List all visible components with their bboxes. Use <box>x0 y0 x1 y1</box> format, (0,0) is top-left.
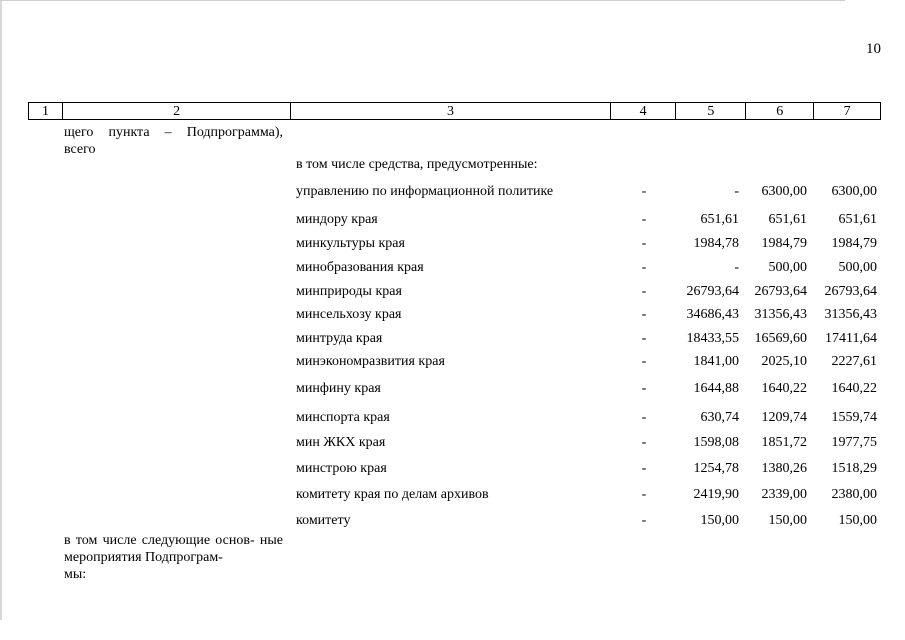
row-label: комитету <box>296 513 351 528</box>
table-row <box>0 513 905 533</box>
cell-col-7: 2227,61 <box>831 354 877 369</box>
cell-col-5: 1984,78 <box>693 236 739 251</box>
cell-col-7: 651,61 <box>838 212 877 227</box>
header-cell-6: 6 <box>746 103 814 119</box>
cell-col-4: - <box>641 410 647 425</box>
table-row <box>0 487 905 507</box>
cell-col-6: 16569,60 <box>754 331 807 346</box>
row-label: мин ЖКХ края <box>296 435 386 450</box>
row-label: миндору края <box>296 212 378 227</box>
scan-edge-top <box>0 0 845 1</box>
header-cell-2: 2 <box>63 103 291 119</box>
main-activities-line-3: мы: <box>64 567 87 582</box>
row-label: минэкономразвития края <box>296 354 445 369</box>
cell-col-7: 6300,00 <box>831 184 877 199</box>
cell-col-7: 26793,64 <box>824 284 877 299</box>
table-row <box>0 260 905 280</box>
cell-col-6: 500,00 <box>768 260 807 275</box>
cell-col-7: 1559,74 <box>831 410 877 425</box>
table-row <box>0 184 905 204</box>
cell-col-4: - <box>641 236 647 251</box>
cell-col-6: 1984,79 <box>761 236 807 251</box>
row-label: минобразования края <box>296 260 424 275</box>
cell-col-4: - <box>641 331 647 346</box>
row-label: минспорта края <box>296 410 390 425</box>
cell-col-6: 150,00 <box>768 513 807 528</box>
cell-col-5: 1644,88 <box>693 381 739 396</box>
table-header-row <box>28 102 881 120</box>
cell-col-7: 1640,22 <box>831 381 877 396</box>
cell-col-5: - <box>734 260 739 275</box>
cell-col-7: 1518,29 <box>831 461 877 476</box>
cell-col-6: 1640,22 <box>761 381 807 396</box>
table-row <box>0 435 905 455</box>
row-label: минтруда края <box>296 331 383 346</box>
cell-col-4: - <box>641 381 647 396</box>
cell-col-4: - <box>641 284 647 299</box>
cell-col-6: 2339,00 <box>761 487 807 502</box>
cell-col-4: - <box>641 260 647 275</box>
cell-col-4: - <box>641 513 647 528</box>
row-label: минфину края <box>296 381 381 396</box>
cell-col-5: 630,74 <box>700 410 739 425</box>
row-label: минприроды края <box>296 284 402 299</box>
cell-col-5: 34686,43 <box>686 307 739 322</box>
cell-col-4: - <box>641 307 647 322</box>
header-cell-3: 3 <box>291 103 610 119</box>
table-row <box>0 212 905 232</box>
cell-col-5: 1598,08 <box>693 435 739 450</box>
cell-col-5: 26793,64 <box>686 284 739 299</box>
header-cell-7: 7 <box>843 104 851 119</box>
cell-col-5: 1841,00 <box>693 354 739 369</box>
cell-col-6: 651,61 <box>768 212 807 227</box>
cell-col-4: - <box>641 487 647 502</box>
main-activities-label <box>64 532 283 583</box>
row-label: минсельхозу края <box>296 307 402 322</box>
cell-col-7: 1977,75 <box>831 435 877 450</box>
cell-col-6: 1380,26 <box>761 461 807 476</box>
including-funds-label: в том числе средства, предусмотренные: <box>296 157 538 172</box>
cell-col-5: 2419,90 <box>693 487 739 502</box>
table-row <box>0 331 905 351</box>
table-row <box>0 354 905 374</box>
cell-col-5: 651,61 <box>700 212 739 227</box>
header-cell-5: 5 <box>676 103 746 119</box>
cell-col-6: 1209,74 <box>761 410 807 425</box>
cell-col-7: 17411,64 <box>825 331 877 346</box>
cell-col-7: 500,00 <box>838 260 877 275</box>
cell-col-4: - <box>641 212 647 227</box>
cell-col-5: - <box>734 184 739 199</box>
table-row <box>0 284 905 304</box>
table-row <box>0 410 905 430</box>
row-label: минстрою края <box>296 461 387 476</box>
cell-col-5: 18433,55 <box>686 331 739 346</box>
table-row <box>0 236 905 256</box>
cell-col-7: 31356,43 <box>824 307 877 322</box>
row-label: комитету края по делам архивов <box>296 487 489 502</box>
cell-col-5: 1254,78 <box>693 461 739 476</box>
cell-col-6: 2025,10 <box>761 354 807 369</box>
cell-col-6: 1851,72 <box>761 435 807 450</box>
row-label: минкультуры края <box>296 236 405 251</box>
row-label: управлению по информационной политике <box>296 184 554 199</box>
main-activities-line-1: в том числе следующие основ- <box>64 533 255 548</box>
cell-col-7: 2380,00 <box>831 487 877 502</box>
table-row <box>0 381 905 401</box>
cell-col-6: 6300,00 <box>761 184 807 199</box>
cell-col-4: - <box>641 461 647 476</box>
cell-col-4: - <box>641 354 647 369</box>
cell-col-4: - <box>641 435 647 450</box>
cell-col-7: 150,00 <box>838 513 877 528</box>
page-number: 10 <box>866 41 881 57</box>
header-cell-1: 1 <box>29 103 63 119</box>
cell-col-4: - <box>641 184 647 199</box>
main-activities-line-2: ные мероприятия Подпрограм- <box>64 533 283 565</box>
table-row <box>0 307 905 327</box>
cell-col-7: 1984,79 <box>831 236 877 251</box>
cell-col-5: 150,00 <box>700 513 739 528</box>
cell-col-6: 31356,43 <box>754 307 807 322</box>
table-row <box>0 461 905 481</box>
header-cell-4: 4 <box>611 103 677 119</box>
subprogram-total-label: щего пункта – Подпрограмма), всего <box>64 125 283 157</box>
cell-col-6: 26793,64 <box>754 284 807 299</box>
